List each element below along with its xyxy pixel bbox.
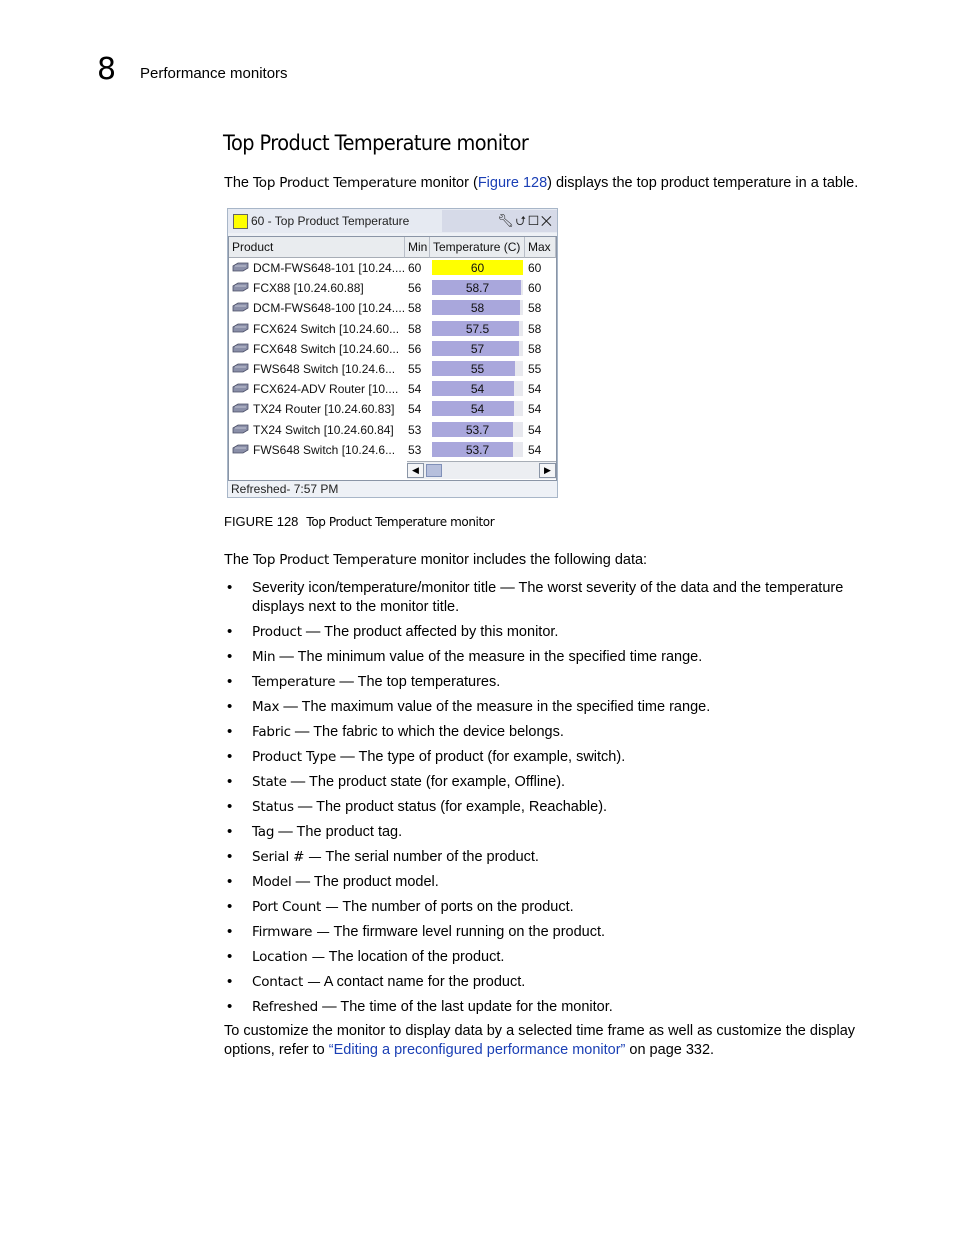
min-cell: 53: [408, 422, 422, 437]
list-item: [224, 973, 874, 992]
field-term: Serial # —: [252, 848, 322, 865]
min-cell: 53: [408, 442, 422, 457]
includes-text: The: [224, 552, 254, 568]
max-cell: 54: [528, 402, 542, 417]
temperature-table: [228, 236, 557, 481]
field-term: Product: [252, 623, 302, 640]
scroll-thumb[interactable]: [426, 464, 442, 477]
list-item: [224, 998, 874, 1017]
product-cell: TX24 Router [10.24.60.83]: [253, 402, 395, 417]
field-term: Firmware —: [252, 923, 330, 940]
temperature-bar: [432, 341, 523, 356]
intro-paragraph: [224, 174, 874, 193]
includes-term: Top Product Temperature: [253, 552, 417, 568]
list-item: [224, 773, 874, 792]
refreshed-status: Refreshed- 7:57 PM: [231, 482, 339, 496]
product-cell: FWS648 Switch [10.24.6...: [253, 362, 396, 376]
temperature-bar: [432, 300, 523, 315]
intro-term: Top Product Temperature: [253, 175, 417, 191]
product-cell: FCX624-ADV Router [10....: [253, 382, 399, 397]
field-term: Max: [252, 698, 280, 715]
min-cell: 54: [408, 382, 422, 397]
table-row[interactable]: [229, 399, 556, 419]
switch-device-icon: [232, 383, 249, 393]
column-header-min[interactable]: Min: [405, 237, 430, 258]
temperature-cell: 58: [470, 301, 485, 316]
closing-text: on page 332.: [625, 1041, 715, 1058]
scroll-right-icon[interactable]: ▶: [539, 463, 556, 478]
chapter-number: 8: [97, 52, 117, 87]
switch-device-icon: [232, 343, 249, 353]
min-cell: 54: [408, 402, 422, 417]
scroll-left-icon[interactable]: ◀: [407, 463, 424, 478]
list-item: [224, 623, 874, 642]
temperature-cell: 53.7: [465, 422, 490, 437]
list-item: [224, 748, 874, 767]
product-cell: FCX648 Switch [10.24.60...: [253, 341, 400, 356]
switch-device-icon: [232, 424, 249, 434]
data-field-list: [224, 579, 874, 1023]
field-term: Refreshed: [252, 998, 319, 1015]
product-cell: FCX88 [10.24.60.88]: [253, 281, 364, 296]
editing-monitor-link[interactable]: “Editing a preconfigured performance monitor”: [328, 1041, 626, 1058]
includes-text: monitor includes the following data:: [416, 552, 648, 568]
temperature-cell: 57.5: [465, 321, 490, 336]
field-term: Contact —: [252, 973, 321, 990]
list-item: [224, 579, 874, 616]
figure-title: Top Product Temperature monitor: [306, 515, 495, 529]
maximize-icon[interactable]: ☐: [528, 213, 541, 228]
table-row[interactable]: [229, 339, 556, 359]
switch-device-icon: [232, 262, 249, 272]
switch-device-icon: [232, 444, 249, 454]
table-row[interactable]: [229, 379, 556, 399]
max-cell: 54: [528, 422, 542, 437]
intro-text: monitor (: [416, 175, 478, 191]
list-item: [224, 823, 874, 842]
field-description: — The product model.: [291, 873, 439, 890]
figure-number: FIGURE 128: [224, 514, 299, 529]
field-description: The location of the product.: [324, 948, 505, 965]
product-cell: FCX624 Switch [10.24.60...: [253, 321, 400, 336]
table-row[interactable]: [229, 440, 556, 460]
list-item: [224, 798, 874, 817]
field-term: Product Type: [252, 748, 337, 765]
list-item: [224, 723, 874, 742]
temperature-cell: 57: [470, 341, 485, 356]
temperature-cell: 58.7: [465, 281, 490, 296]
temperature-bar: [432, 442, 523, 457]
field-term: Port Count —: [252, 898, 339, 915]
list-item: [224, 648, 874, 667]
temperature-bar: [432, 280, 523, 295]
field-description: — The type of product (for example, switch).: [336, 748, 626, 765]
switch-device-icon: [232, 363, 249, 373]
min-cell: 58: [408, 321, 422, 336]
table-row[interactable]: [229, 319, 556, 339]
temperature-bar: [432, 260, 523, 275]
min-cell: 58: [408, 301, 422, 316]
temperature-cell: 53.7: [465, 442, 490, 457]
list-item: [224, 923, 874, 942]
temperature-bar: [432, 361, 523, 376]
field-description: A contact name for the product.: [320, 973, 526, 990]
list-item: [224, 848, 874, 867]
closing-paragraph: [224, 1022, 874, 1059]
min-cell: 56: [408, 281, 422, 296]
column-header-temperature[interactable]: Temperature (C): [430, 237, 525, 258]
table-row[interactable]: [229, 298, 556, 318]
closing-text: To customize the monitor to display data by a selected time frame as well as customize the display options, refer to: [224, 1023, 856, 1058]
temperature-bar: [432, 401, 523, 416]
max-cell: 58: [528, 321, 542, 336]
temperature-cell: 60: [470, 261, 485, 275]
section-title: Top Product Temperature monitor: [223, 131, 529, 155]
list-item: [224, 673, 874, 692]
field-description: The number of ports on the product.: [338, 898, 574, 915]
field-term: Location —: [252, 948, 325, 965]
field-term: Model: [252, 873, 292, 890]
max-cell: 60: [528, 261, 542, 275]
horizontal-scrollbar[interactable]: [407, 461, 556, 479]
switch-device-icon: [232, 403, 249, 413]
max-cell: 58: [528, 341, 542, 356]
list-item: [224, 873, 874, 892]
min-cell: 60: [408, 261, 422, 275]
widget-title: 60 - Top Product Temperature: [251, 214, 410, 228]
chapter-title: Performance monitors: [140, 65, 288, 82]
field-description: Severity icon/temperature/monitor title — The worst severity of the data and the temperature displays next to the monitor title.: [252, 580, 844, 615]
column-header-max[interactable]: Max: [525, 237, 556, 258]
temperature-bar: [432, 381, 523, 396]
figure-caption: [224, 514, 494, 529]
temperature-bar: [432, 422, 523, 437]
max-cell: 58: [528, 301, 542, 316]
field-description: The firmware level running on the product.: [329, 923, 606, 940]
field-term: State: [252, 773, 287, 790]
switch-device-icon: [232, 302, 249, 312]
table-row[interactable]: [229, 359, 556, 379]
field-description: — The time of the last update for the monitor.: [318, 998, 613, 1015]
max-cell: 55: [528, 362, 542, 376]
field-description: — The product state (for example, Offline).: [286, 773, 566, 790]
temperature-bar: [432, 321, 523, 336]
field-description: — The product affected by this monitor.: [301, 623, 559, 640]
max-cell: 60: [528, 281, 542, 296]
min-cell: 55: [408, 362, 422, 376]
product-cell: FWS648 Switch [10.24.6...: [253, 442, 396, 457]
field-term: Fabric: [252, 723, 291, 740]
field-description: — The product status (for example, Reachable).: [293, 798, 608, 815]
top-product-temperature-widget: [227, 208, 558, 498]
table-row[interactable]: [229, 258, 556, 278]
temperature-cell: 54: [470, 382, 485, 397]
field-description: — The maximum value of the measure in the specified time range.: [279, 698, 711, 715]
field-term: Status: [252, 798, 294, 815]
field-description: — The product tag.: [274, 823, 403, 840]
list-item: [224, 698, 874, 717]
field-term: Min: [252, 648, 276, 665]
intro-text: ) displays the top product temperature in a table.: [547, 175, 859, 191]
product-cell: DCM-FWS648-100 [10.24....: [253, 301, 406, 316]
table-row[interactable]: [229, 278, 556, 298]
product-cell: TX24 Switch [10.24.60.84]: [253, 422, 394, 437]
switch-device-icon: [232, 282, 249, 292]
max-cell: 54: [528, 442, 542, 457]
severity-icon: [233, 214, 248, 229]
close-icon[interactable]: ✕: [540, 213, 554, 228]
temperature-cell: 55: [470, 362, 485, 376]
field-term: Temperature: [252, 673, 336, 690]
column-header-product[interactable]: Product: [229, 237, 405, 258]
wrench-icon[interactable]: 🔧︎: [497, 213, 516, 228]
includes-paragraph: [224, 551, 874, 570]
field-description: The serial number of the product.: [321, 848, 539, 865]
field-description: — The top temperatures.: [335, 673, 501, 690]
min-cell: 56: [408, 341, 422, 356]
widget-title-bar: [228, 209, 557, 233]
title-icons: [497, 212, 554, 234]
collapse-icon[interactable]: ⮍︎: [515, 213, 529, 228]
product-cell: DCM-FWS648-101 [10.24....: [253, 261, 406, 275]
list-item: [224, 948, 874, 967]
intro-text: The: [224, 175, 254, 191]
table-row[interactable]: [229, 420, 556, 440]
max-cell: 54: [528, 382, 542, 397]
field-description: — The minimum value of the measure in the specified time range.: [275, 648, 703, 665]
field-term: Tag: [252, 823, 275, 840]
figure-link[interactable]: Figure 128: [477, 175, 548, 191]
list-item: [224, 898, 874, 917]
switch-device-icon: [232, 323, 249, 333]
field-description: — The fabric to which the device belongs.: [290, 723, 564, 740]
temperature-cell: 54: [470, 402, 485, 417]
